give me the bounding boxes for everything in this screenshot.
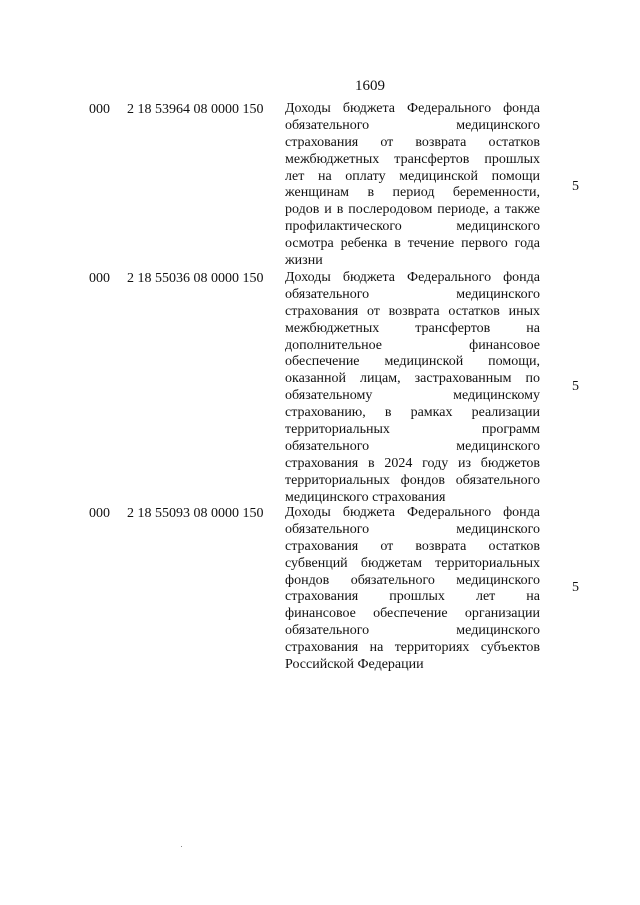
norm-percent: 5	[572, 179, 579, 194]
page-number: 1609	[355, 78, 385, 94]
description-line: страхования от возврата остатков	[285, 134, 540, 150]
description-line: обязательного медицинского	[285, 438, 540, 454]
description-line: территориальных фондов обязательного	[285, 472, 540, 488]
admin-code: 000	[89, 271, 110, 286]
description-line: дополнительное финансовое	[285, 337, 540, 353]
description-line: обязательного медицинского	[285, 286, 540, 302]
description-line: Доходы бюджета Федерального фонда	[285, 101, 540, 116]
description-line: страхованию, в рамках реализации	[285, 405, 540, 421]
description-line: медицинского страхования	[285, 489, 446, 505]
description-line: обязательного медицинского	[285, 623, 540, 639]
description-line: фондов обязательного медицинского	[285, 572, 540, 588]
income-code: 2 18 53964 08 0000 150	[127, 102, 264, 117]
description-line: межбюджетных трансфертов на	[285, 320, 540, 336]
admin-code: 000	[89, 102, 110, 117]
description-line: женщинам в период беременности,	[285, 185, 540, 201]
description-line: Российской Федерации	[285, 657, 424, 673]
description-line: финансовое обеспечение организации	[285, 606, 540, 622]
income-description	[285, 505, 540, 674]
income-description	[285, 270, 540, 506]
description-line: межбюджетных трансфертов прошлых	[285, 151, 540, 167]
description-line: обязательного медицинского	[285, 117, 540, 133]
description-line: обеспечение медицинской помощи,	[285, 354, 540, 370]
norm-percent: 5	[572, 379, 579, 394]
description-line: лет на оплату медицинской помощи	[285, 168, 540, 184]
description-line: профилактического медицинского	[285, 219, 540, 235]
description-line: страхования на территориях субъектов	[285, 640, 540, 656]
description-line: страхования от возврата остатков иных	[285, 303, 540, 319]
description-line: осмотра ребенка в течение первого года	[285, 236, 540, 252]
description-line: оказанной лицам, застрахованным по	[285, 371, 540, 387]
description-line: страхования от возврата остатков	[285, 538, 540, 554]
description-line: родов и в послеродовом периоде, а также	[285, 202, 540, 218]
description-line: территориальных программ	[285, 422, 540, 438]
income-code: 2 18 55036 08 0000 150	[127, 271, 264, 286]
description-line: Доходы бюджета Федерального фонда	[285, 270, 540, 285]
description-line: Доходы бюджета Федерального фонда	[285, 505, 540, 520]
description-line: жизни	[285, 253, 323, 269]
norm-percent: 5	[572, 580, 579, 595]
admin-code: 000	[89, 506, 110, 521]
description-line: обязательному медицинскому	[285, 388, 540, 404]
description-line: страхования прошлых лет на	[285, 589, 540, 605]
description-line: субвенций бюджетам территориальных	[285, 555, 540, 571]
description-line: обязательного медицинского	[285, 521, 540, 537]
scan-speck	[181, 846, 182, 847]
income-code: 2 18 55093 08 0000 150	[127, 506, 264, 521]
description-line: страхования в 2024 году из бюджетов	[285, 455, 540, 471]
income-description	[285, 101, 540, 270]
